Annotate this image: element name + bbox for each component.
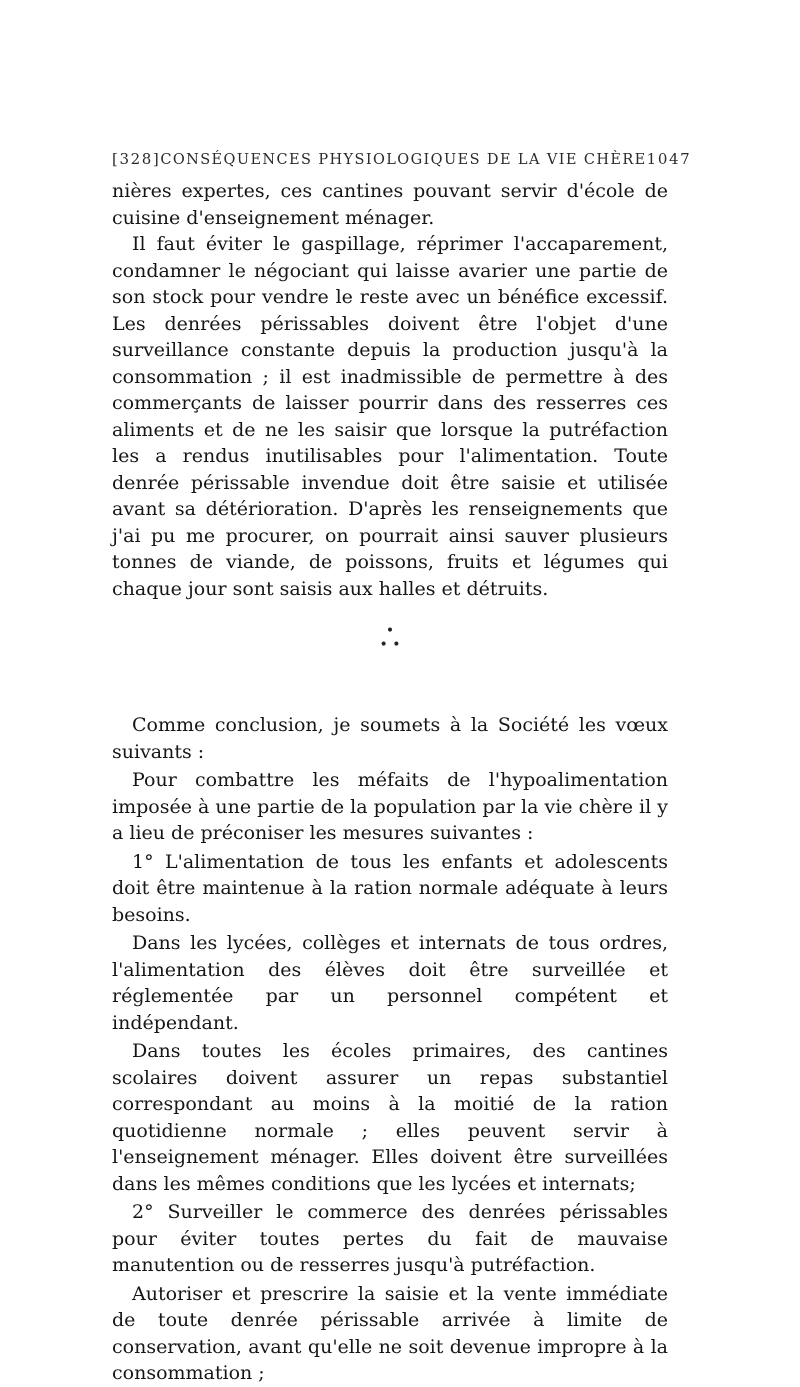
page-number: 1047 — [646, 150, 692, 168]
paragraph-6: Dans les lycées, collèges et internats de tous ordres, l'alimentation des élèves doit être surveillée et réglementée par un personnel compétent et indépendant. — [112, 932, 668, 1034]
book-page — [112, 150, 692, 1387]
running-head — [112, 150, 692, 168]
paragraph-7: Dans toutes les écoles primaires, des cantines scolaires doivent assurer un repas substantiel correspondant au moins à la moitié de la ration quotidienne normale ; elles peuvent servir à l'enseignement ménager. Elles doivent être surveillées dans les mêmes conditions que les lycées et internats; — [112, 1040, 668, 1195]
paragraph-9: Autoriser et prescrire la saisie et la vente immédiate de toute denrée périssable arrivée à limite de conservation, avant qu'elle ne soit devenue impropre à la consommation ; — [112, 1282, 668, 1384]
paragraph-8: 2° Surveiller le commerce des denrées périssables pour éviter toutes pertes du fait de mauvaise manutention ou de resserres jusqu'à putréfaction. — [112, 1201, 668, 1276]
header-left-ref: [328] — [112, 150, 161, 168]
running-title: CONSÉQUENCES PHYSIOLOGIQUES DE LA VIE CHÈRE — [160, 152, 647, 168]
paragraph-2: Il faut éviter le gaspillage, réprimer l'accaparement, condamner le négociant qui laisse avarier une partie de son stock pour vendre le reste avec un bénéfice excessif. Les denrées périssables doivent être l'objet d'une surveillance constante depuis la production jusqu'à la consommation ; il est inadmissible de permettre à des commerçants de laisser pourrir dans des resserres ces aliments et de ne les saisir que lorsque la putréfaction les a rendus inutilisables pour l'alimentation. Toute denrée périssable invendue doit être saisie et utilisée avant sa détérioration. D'après les renseignements que j'ai pu me procurer, on pourrait ainsi sauver plusieurs tonnes de viande, de poissons, fruits et légumes qui chaque jour sont saisis aux halles et détruits. — [112, 233, 668, 600]
paragraph-3: Comme conclusion, je soumets à la Société les vœux suivants : — [112, 714, 668, 763]
separator-dot-top: • — [385, 623, 395, 639]
paragraph-5: 1° L'alimentation de tous les enfants et adolescents doit être maintenue à la ration normale adéquate à leurs besoins. — [112, 850, 668, 926]
section-separator — [112, 624, 668, 652]
paragraph-1: nières expertes, ces cantines pouvant servir d'école de cuisine d'enseignement ménager. — [112, 180, 668, 229]
separator-dots-bottom: • • — [379, 637, 401, 653]
paragraph-4: Pour combattre les méfaits de l'hypoalimentation imposée à une partie de la population par la vie chère il y a lieu de préconiser les mesures suivantes : — [112, 769, 668, 844]
